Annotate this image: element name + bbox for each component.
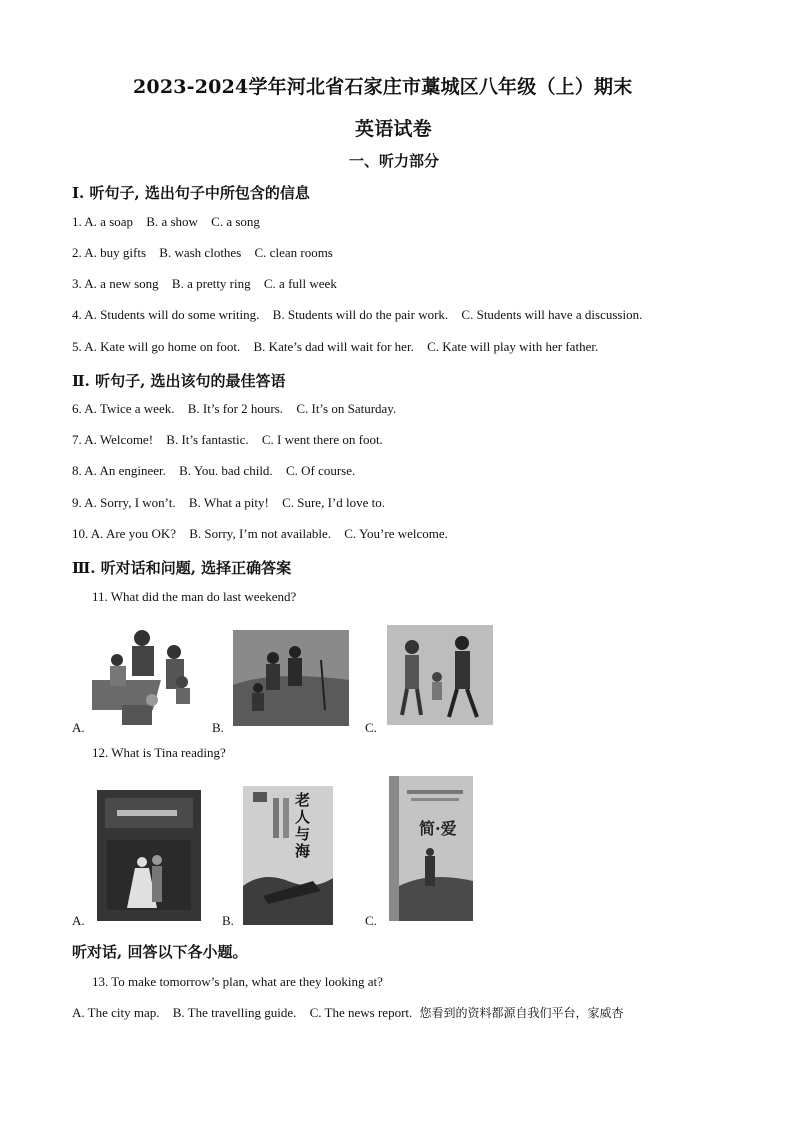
q13-a: A. The city map. xyxy=(72,1005,160,1020)
q8-c: C. Of course. xyxy=(285,463,356,478)
q13-b: B. The travelling guide. xyxy=(172,1005,297,1020)
q12-book-c xyxy=(389,776,473,921)
book-b-title: 老人与海 xyxy=(295,791,311,860)
question-13-options xyxy=(72,1004,624,1021)
q6-b: B. It’s for 2 hours. xyxy=(187,401,284,416)
q3-a: 3. A. a new song xyxy=(72,276,159,291)
q12-book-b xyxy=(243,786,333,925)
q2-b: B. wash clothes xyxy=(159,245,242,260)
q4-a: 4. A. Students will do some writing. xyxy=(72,307,260,322)
q2-c: C. clean rooms xyxy=(254,245,333,260)
part-heading: 一、听力部分 xyxy=(349,152,440,170)
q12-label-b: B. xyxy=(222,913,234,928)
q6-a: 6. A. Twice a week. xyxy=(72,401,175,416)
q13-c: C. The news report. xyxy=(309,1005,413,1020)
q7-c: C. I went there on foot. xyxy=(261,432,383,447)
q10-b: B. Sorry, I’m not available. xyxy=(189,526,332,541)
question-1 xyxy=(72,214,260,230)
q11-picture-a xyxy=(92,620,198,728)
question-6 xyxy=(72,401,396,417)
q8-b: B. You. bad child. xyxy=(179,463,273,478)
book-cover-jane-eyre xyxy=(389,776,473,921)
q12-label-c: C. xyxy=(365,913,377,928)
family-skating-illustration xyxy=(387,625,493,725)
q1-a: 1. A. a soap xyxy=(72,214,134,229)
exam-title: 2023-2024学年河北省石家庄市藁城区八年级（上）期末 xyxy=(133,76,633,98)
question-5 xyxy=(72,339,598,355)
q12-book-a xyxy=(97,790,201,921)
q9-a: 9. A. Sorry, I won’t. xyxy=(72,495,176,510)
q2-a: 2. A. buy gifts xyxy=(72,245,147,260)
book-cover-old-man-and-sea xyxy=(243,786,333,925)
q4-c: C. Students will have a discussion. xyxy=(461,307,643,322)
q3-b: B. a pretty ring xyxy=(171,276,251,291)
q7-b: B. It’s fantastic. xyxy=(166,432,249,447)
family-picnic-illustration xyxy=(92,620,198,728)
question-4 xyxy=(72,307,642,323)
hiking-illustration xyxy=(233,630,349,726)
q7-a: 7. A. Welcome! xyxy=(72,432,154,447)
book-cover-war-and-peace xyxy=(97,790,201,921)
q6-c: C. It’s on Saturday. xyxy=(296,401,397,416)
q9-c: C. Sure, I’d love to. xyxy=(282,495,385,510)
q10-a: 10. A. Are you OK? xyxy=(72,526,176,541)
q10-c: C. You’re welcome. xyxy=(344,526,448,541)
q11-label-c: C. xyxy=(365,720,377,735)
question-8 xyxy=(72,463,355,479)
question-9 xyxy=(72,495,385,511)
q5-a: 5. A. Kate will go home on foot. xyxy=(72,339,241,354)
q13-watermark-note: 您看到的资料都源自我们平台，家威杏 xyxy=(419,1006,624,1020)
q3-c: C. a full week xyxy=(263,276,337,291)
question-3 xyxy=(72,276,337,292)
book-c-title: 简·爱 xyxy=(419,819,457,838)
q8-a: 8. A. An engineer. xyxy=(72,463,166,478)
q4-b: B. Students will do the pair work. xyxy=(272,307,449,322)
exam-subtitle: 英语试卷 xyxy=(355,118,432,140)
question-10 xyxy=(72,526,448,542)
section-4-heading: 听对话, 回答以下各小题。 xyxy=(72,943,248,961)
question-12-text: 12. What is Tina reading? xyxy=(92,745,226,760)
q12-label-a: A. xyxy=(72,913,85,928)
section-2-heading: Ⅱ. 听句子, 选出该句的最佳答语 xyxy=(72,372,286,390)
q1-c: C. a song xyxy=(211,214,260,229)
question-13-text: 13. To make tomorrow’s plan, what are they looking at? xyxy=(92,974,383,989)
q11-picture-c xyxy=(387,625,493,725)
question-7 xyxy=(72,432,383,448)
section-3-heading: Ⅲ. 听对话和问题, 选择正确答案 xyxy=(72,559,292,577)
question-2 xyxy=(72,245,333,261)
q1-b: B. a show xyxy=(146,214,198,229)
q11-label-a: A. xyxy=(72,720,85,735)
q11-label-b: B. xyxy=(212,720,224,735)
question-11-text: 11. What did the man do last weekend? xyxy=(92,589,297,604)
q9-b: B. What a pity! xyxy=(188,495,269,510)
q11-picture-b xyxy=(233,630,349,726)
q5-b: B. Kate’s dad will wait for her. xyxy=(253,339,414,354)
section-1-heading: I. 听句子, 选出句子中所包含的信息 xyxy=(72,184,310,202)
q5-c: C. Kate will play with her father. xyxy=(427,339,599,354)
